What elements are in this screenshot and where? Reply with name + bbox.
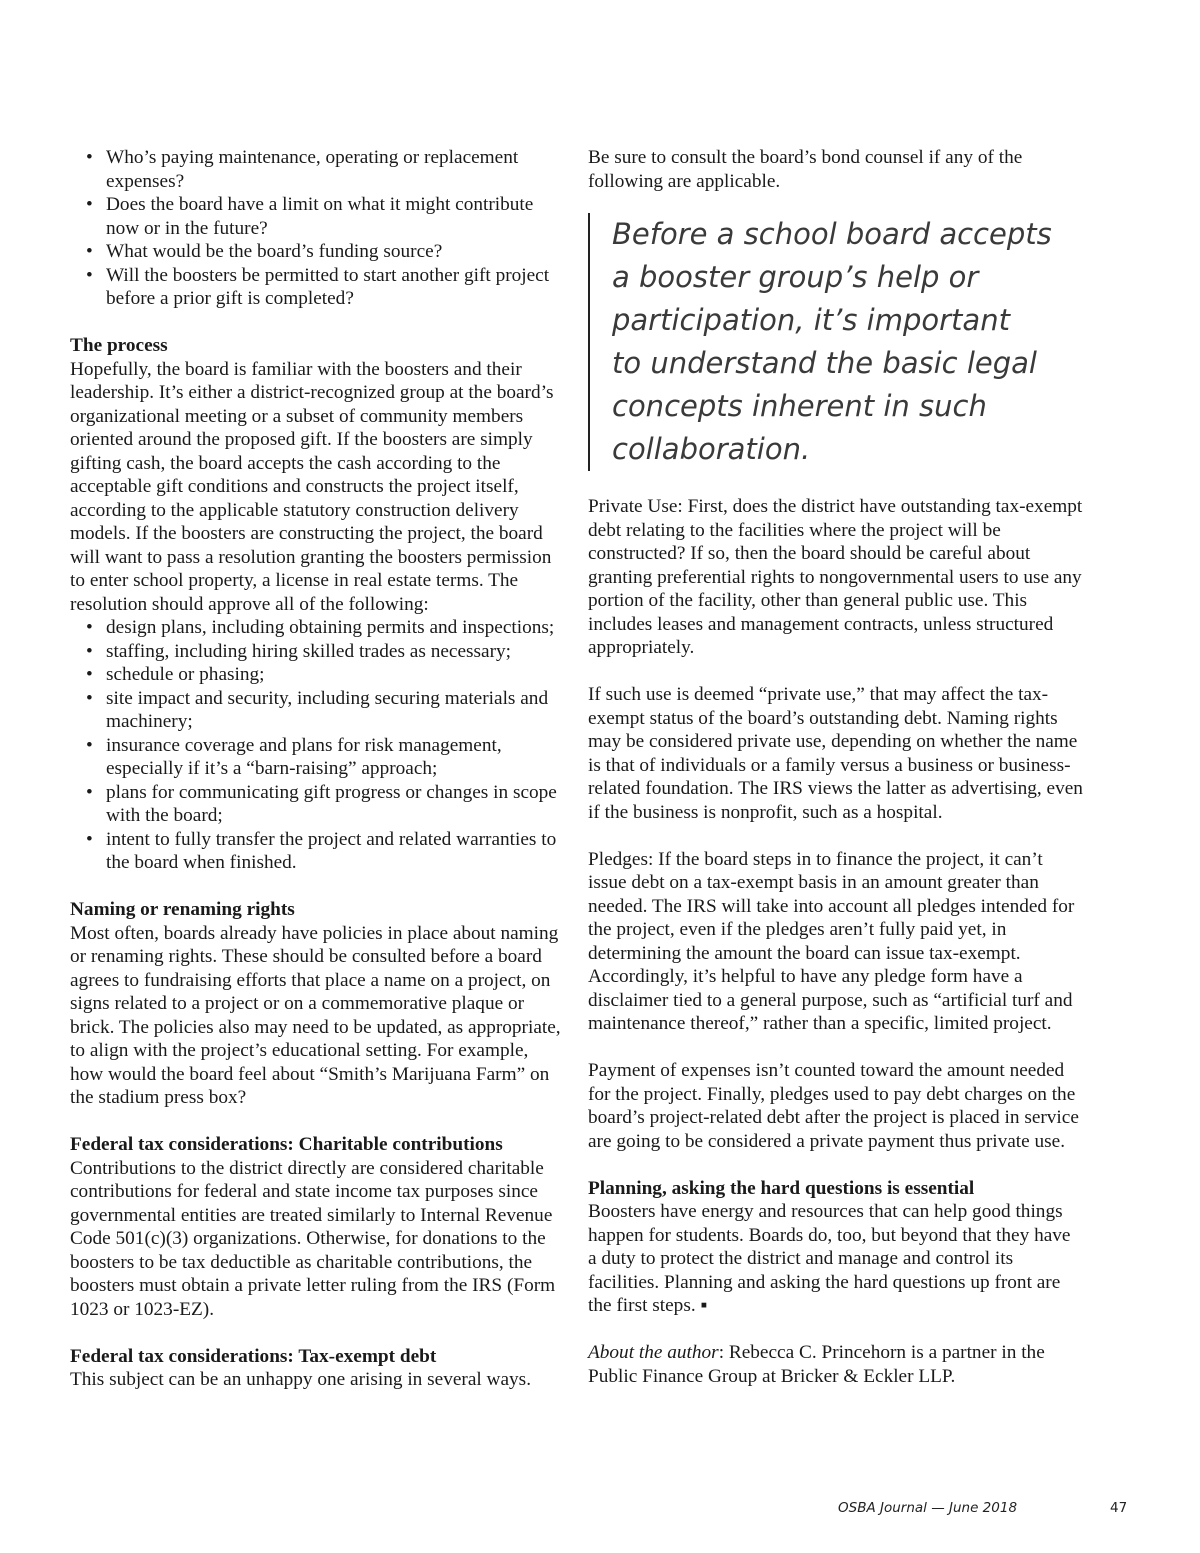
pull-quote-line: Before a school board accepts: [612, 217, 1052, 251]
list-item: • site impact and security, including securing materials and machinery;: [70, 687, 565, 734]
private-use-paragraph-2: If such use is deemed “private use,” that may affect the tax-exempt status of the board’s outstanding debt. Naming rights may be considered private use, depending on whether the name is that of individuals or a family versus a business or business-related foundation. The IRS views the latter as advertising, even if the business is nonprofit, such as a hospital.: [588, 684, 1083, 823]
pull-quote-line: to understand the basic legal: [612, 346, 1037, 380]
right-column: [588, 146, 1083, 1388]
pull-quote-line: collaboration.: [612, 432, 811, 466]
list-item: • Will the boosters be permitted to start another gift project before a prior gift is completed?: [70, 264, 565, 311]
charitable-body: Contributions to the district directly are considered charitable contributions for federal and state income tax purposes since governmental entities are treated similarly to Internal Revenue Code 501(c)(3) organizations. Otherwise, for donations to the boosters to be tax deductible as charitable contributions, the boosters must obtain a private letter ruling from the IRS (Form 1023 or 1023-EZ).: [70, 1157, 556, 1320]
list-item: • plans for communicating gift progress or changes in scope with the board;: [70, 781, 565, 828]
list-item: • insurance coverage and plans for risk management, especially if it’s a “barn-raising” approach;: [70, 734, 565, 781]
private-use-paragraph: Private Use: First, does the district have outstanding tax-exempt debt relating to the facilities where the project will be constructed? If so, then the board should be careful about granting preferential rights to nongovernmental users to use any portion of the facility, other than general public use. This includes leases and management contracts, unless structured appropriately.: [588, 496, 1083, 658]
section-heading-tax-exempt: Federal tax considerations: Tax-exempt debt: [70, 1345, 437, 1367]
list-item: • schedule or phasing;: [70, 663, 565, 687]
journal-footer: OSBA Journal — June 2018: [838, 1500, 1018, 1516]
author-text: : Rebecca C. Princehorn is a partner in the Public Finance Group at Bricker & Eckler LLP.: [588, 1342, 1045, 1387]
section-heading-planning: Planning, asking the hard questions is essential: [588, 1177, 975, 1199]
list-item: • What would be the board’s funding source?: [70, 240, 565, 264]
tax-exempt-body: This subject can be an unhappy one arising in several ways.: [70, 1369, 532, 1390]
author-label: About the author: [588, 1342, 719, 1363]
left-column: [70, 146, 565, 1392]
page-number: 47: [1110, 1500, 1128, 1516]
author-bio: [588, 1341, 1083, 1388]
pull-quote-line: a booster group’s help or: [612, 260, 979, 294]
list-item: • staffing, including hiring skilled trades as necessary;: [70, 640, 565, 664]
payment-paragraph: Payment of expenses isn’t counted toward the amount needed for the project. Finally, pledges used to pay debt charges on the board’s project-related debt after the project is placed in service are going to be considered a private payment thus private use.: [588, 1060, 1079, 1152]
pull-quote-line: participation, it’s important: [612, 303, 1010, 337]
section-heading-naming: Naming or renaming rights: [70, 899, 295, 920]
list-item: • design plans, including obtaining permits and inspections;: [70, 616, 565, 640]
pull-quote-line: concepts inherent in such: [612, 389, 987, 423]
naming-body: Most often, boards already have policies in place about naming or renaming rights. These should be consulted before a board agrees to fundraising efforts that place a name on a project, on signs related to a project or on a commemorative plaque or brick. The policies also may need to be updated, as appropriate, to align with the project’s educational setting. For example, how would the board feel about “Smith’s Marijuana Farm” on the stadium press box?: [70, 922, 561, 1108]
process-body: Hopefully, the board is familiar with the boosters and their leadership. It’s either a district-recognized group at the board’s organizational meeting or a subset of community members oriented around the proposed gift. If the boosters are simply gifting cash, the board accepts the cash according to the acceptable gift conditions and constructs the project itself, according to the applicable statutory construction delivery models. If the boosters are constructing the project, the board will want to pass a resolution granting the boosters permission to enter school property, a license in real estate terms. The resolution should approve all of the following:: [70, 358, 554, 615]
list-item: • Does the board have a limit on what it might contribute now or in the future?: [70, 193, 565, 240]
section-heading-charitable: Federal tax considerations: Charitable contributions: [70, 1134, 503, 1155]
section-heading-process: The process: [70, 335, 168, 356]
top-bullet-list: [70, 146, 565, 311]
bond-counsel-intro: Be sure to consult the board’s bond counsel if any of the following are applicable.: [588, 147, 1023, 192]
resolution-bullet-list: [70, 616, 565, 875]
list-item: • Who’s paying maintenance, operating or replacement expenses?: [70, 146, 565, 193]
pull-quote: [588, 213, 1062, 471]
pledges-paragraph: Pledges: If the board steps in to finance the project, it can’t issue debt on a tax-exempt basis in an amount greater than needed. The IRS will take into account all pledges intended for the project, even if the pledges aren’t fully paid yet, in determining the amount the board can issue tax-exempt. Accordingly, it’s helpful to have any pledge form have a disclaimer tied to a general purpose, such as “artificial turf and maintenance thereof,” rather than a specific, limited project.: [588, 848, 1075, 1034]
planning-body: Boosters have energy and resources that can help good things happen for students. Boards do, too, but beyond that they have a duty to protect the district and manage and control its facilities. Planning and asking the hard questions up front are the first steps. ▪: [588, 1201, 1071, 1316]
list-item: • intent to fully transfer the project and related warranties to the board when finished.: [70, 828, 565, 875]
